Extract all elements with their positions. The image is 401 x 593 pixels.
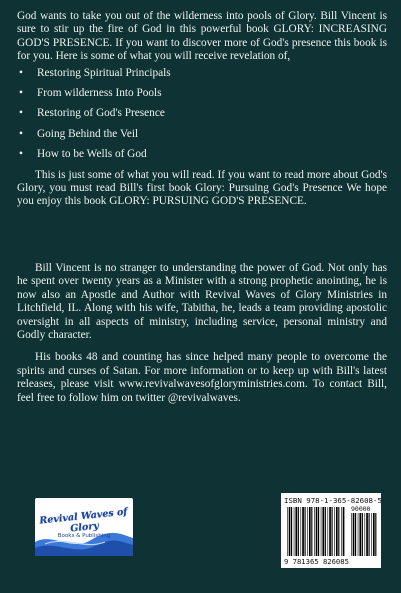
bio-paragraph: Bill Vincent is no stranger to understanding the power of God. Not only has he spent over twenty years as a Minister with a strong prophetic anointing, he is now also an Apostle and Author with Revival Waves of Glory Ministries in Litchfield, IL. Along with his wife, Tabitha, he, leads a team providing apostolic oversight in all aspects of ministry, including service, personal ministry and Godly character. <box>17 262 387 342</box>
list-item: • From wilderness Into Pools <box>17 87 387 100</box>
barcode-number: 9 781365 826085 <box>284 557 349 566</box>
bio-paragraph: His books 48 and counting has since helped many people to overcome the spirits and curses of Satan. For more information or to keep up with Bill's latest releases, please visit www.revivalwavesofgloryministries.com. To contact Bill, feel free to follow him on twitter @revivalwaves. <box>17 351 387 404</box>
blurb-closing: This is just some of what you will read. If you want to read more about God's Glory, you must read Bill's first book Glory: Pursuing God's Presence We hope you enjoy this book GLORY: PURSUING GOD'S PRESENCE. <box>17 168 387 208</box>
book-blurb <box>17 10 387 209</box>
list-item: • Restoring of God's Presence <box>17 107 387 120</box>
isbn-barcode <box>281 493 381 568</box>
logo-title: Revival Waves of Glory <box>38 506 128 535</box>
logo-subtitle: Books & Publishing <box>57 533 111 539</box>
isbn-label: ISBN 978-1-365-82608-5 <box>284 496 382 505</box>
revelation-list <box>17 67 387 162</box>
price-addon: 90000 <box>351 505 371 513</box>
blurb-intro: God wants to take you out of the wilderness into pools of Glory. Bill Vincent is sure to stir up the fire of God in this powerful book GLORY: INCREASING GOD'S PRESENCE. If you want to discover more of God's presence this book is for you. Here is some of what you will receive revelation of, <box>17 10 387 63</box>
list-item: • Restoring Spiritual Principals <box>17 67 387 80</box>
list-item: • How to be Wells of God <box>17 148 387 161</box>
author-bio <box>17 262 387 405</box>
list-item: • Going Behind the Veil <box>17 128 387 141</box>
publisher-logo <box>35 498 133 556</box>
